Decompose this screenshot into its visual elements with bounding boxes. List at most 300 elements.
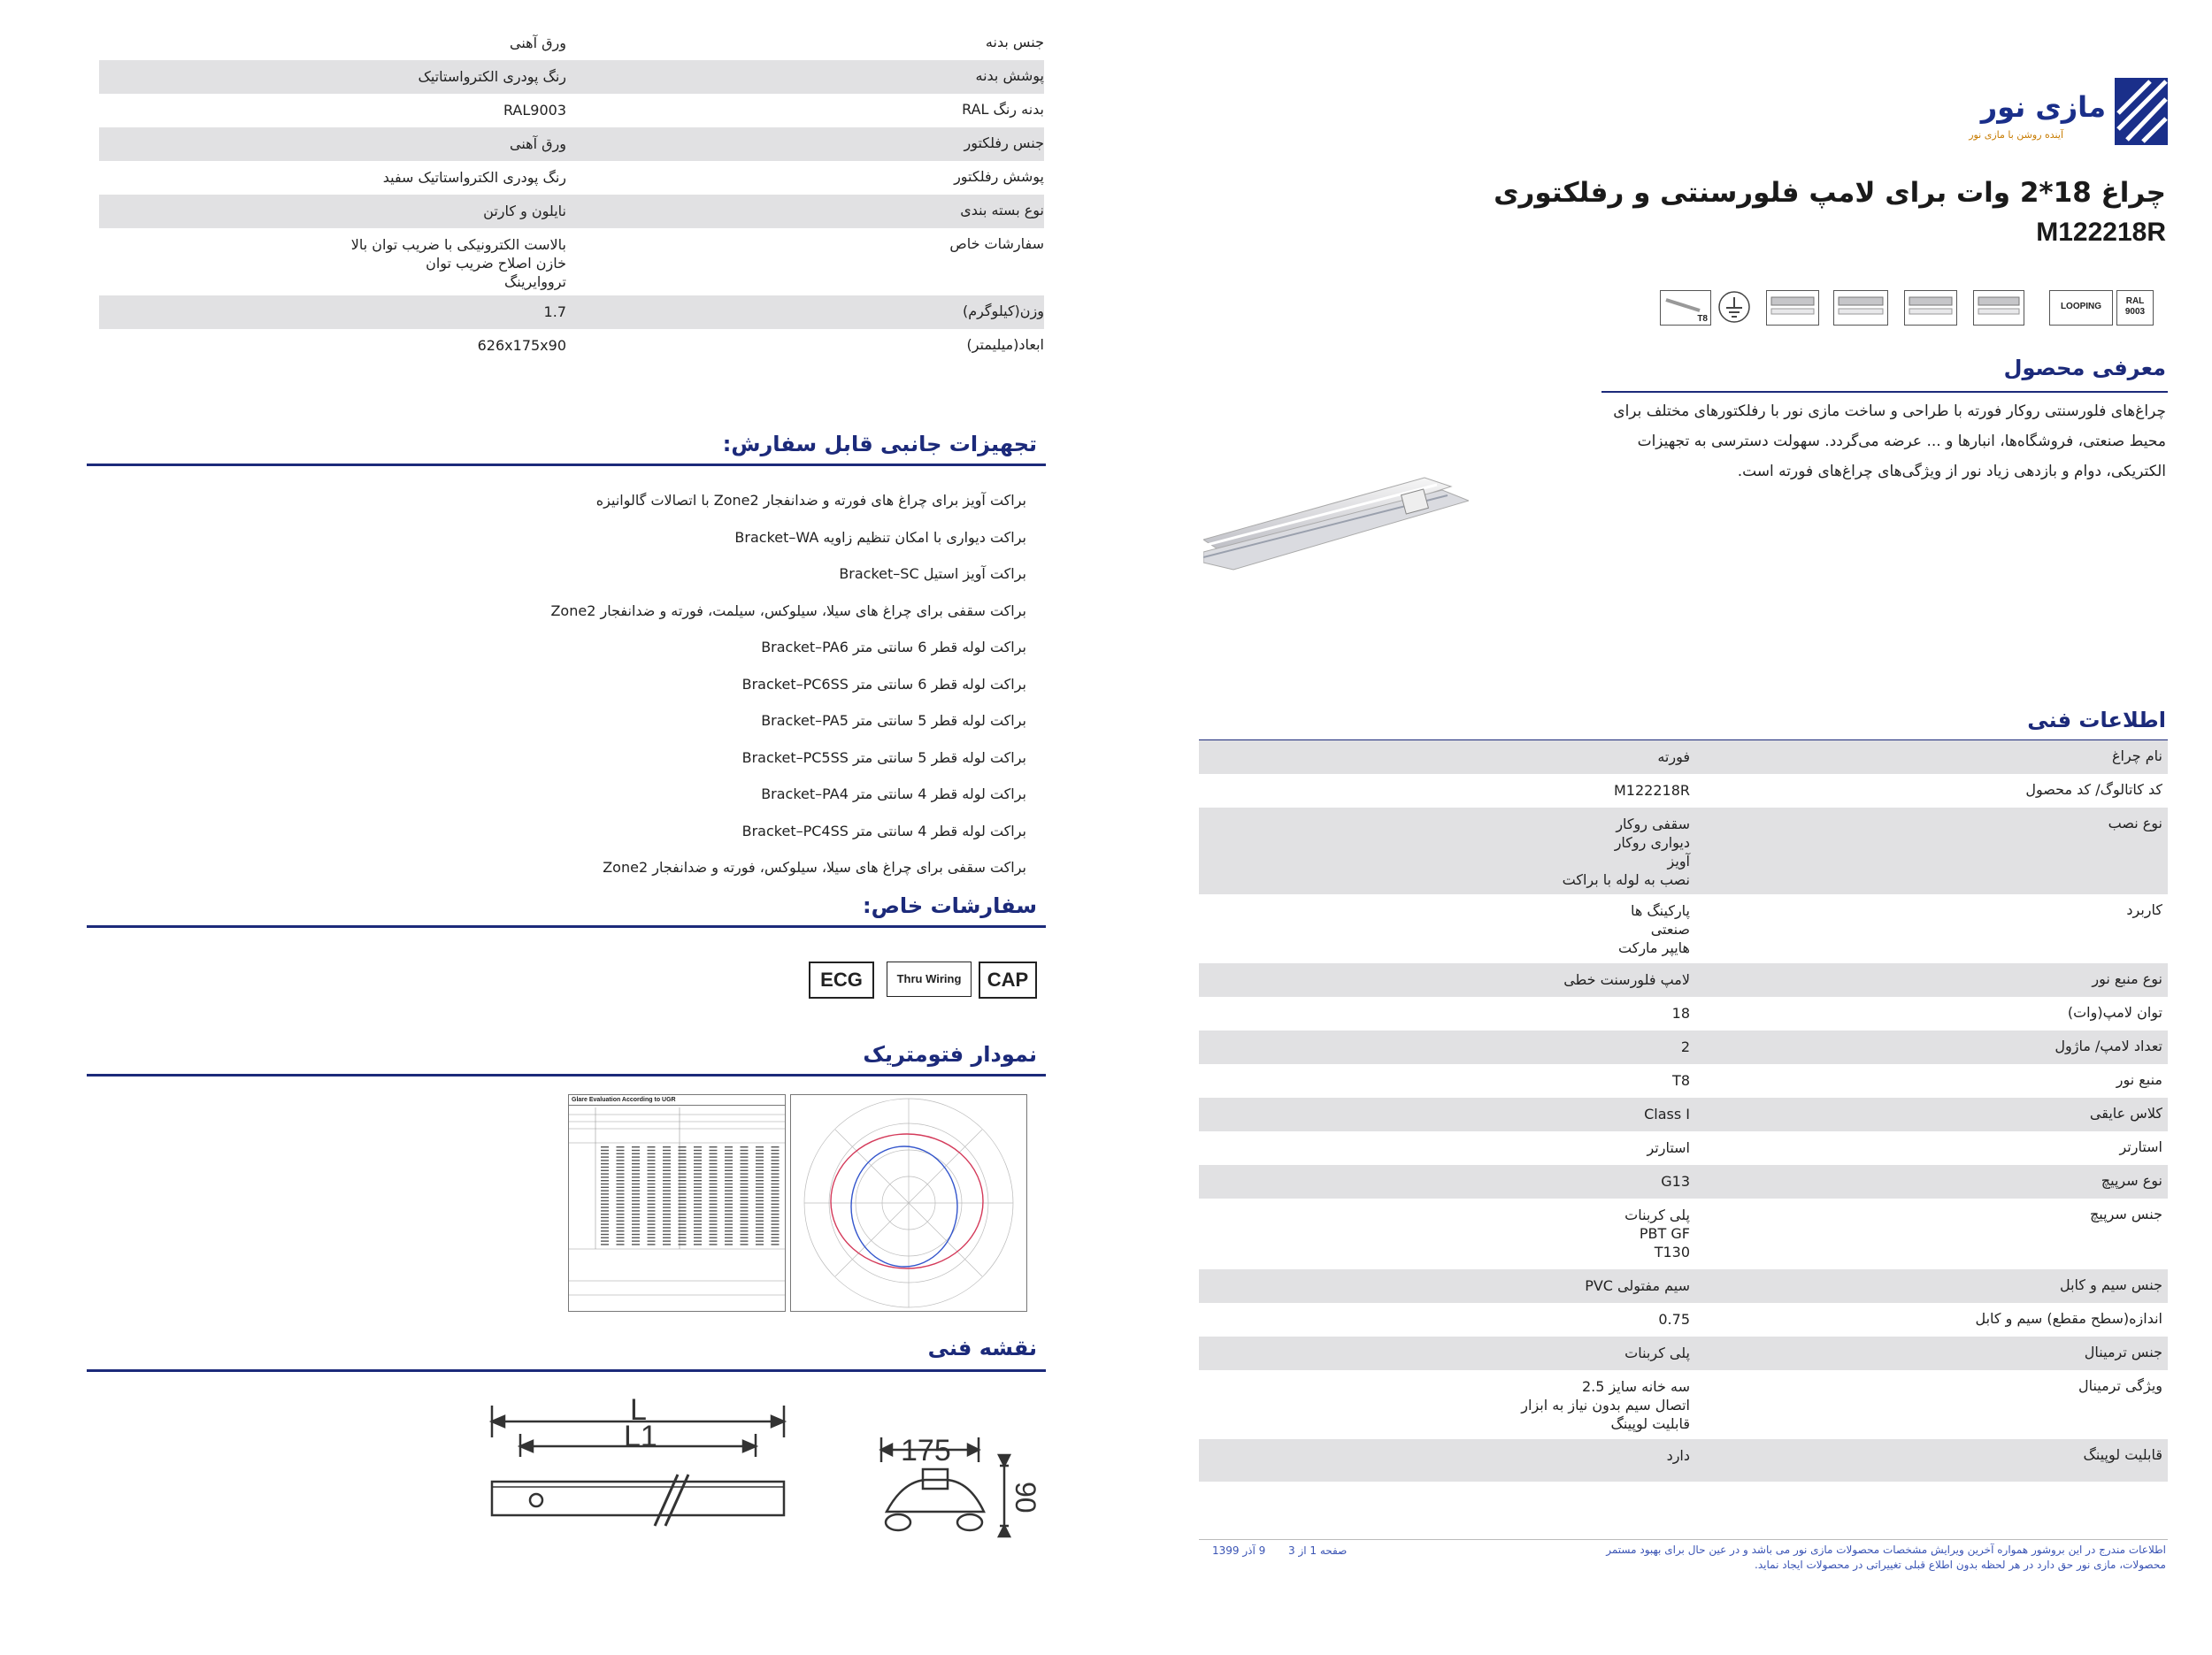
spec-label: پوشش رفلکتور: [954, 168, 1044, 185]
ugr-cell: [648, 1150, 656, 1151]
ugr-cell: [694, 1234, 702, 1235]
ugr-cell: [617, 1150, 625, 1151]
tech-label: نوع نصب: [2108, 815, 2162, 831]
drawing-title: نقشه فنی: [927, 1336, 1037, 1360]
feature-icon-text: T8: [1697, 314, 1708, 324]
ugr-cell: [725, 1230, 733, 1231]
ugr-cell: [772, 1173, 780, 1174]
ugr-cell: [663, 1244, 671, 1245]
tech-label: کد کاتالوگ/ کد محصول: [2025, 781, 2162, 798]
ugr-cell: [617, 1197, 625, 1198]
tech-label: جنس ترمینال: [2084, 1344, 2162, 1360]
spec-value: رنگ پودری الکترواستاتیک سفید: [382, 169, 566, 186]
ugr-cell: [741, 1150, 749, 1151]
ugr-table: [568, 1094, 786, 1312]
ugr-cell: [756, 1240, 764, 1241]
ugr-cell: [694, 1163, 702, 1164]
tech-row: [1199, 1199, 2168, 1269]
ugr-cell: [694, 1230, 702, 1231]
ugr-cell: [663, 1176, 671, 1177]
ugr-cell: [756, 1170, 764, 1171]
ugr-cell: [756, 1160, 764, 1161]
ugr-cell: [632, 1210, 640, 1211]
ugr-cell: [694, 1150, 702, 1151]
ugr-cell: [725, 1193, 733, 1194]
ugr-cell: [772, 1176, 780, 1177]
ugr-cell: [648, 1221, 656, 1222]
ugr-cell: [772, 1197, 780, 1198]
ugr-cell: [632, 1237, 640, 1238]
ugr-cell: [632, 1146, 640, 1147]
ugr-cell: [617, 1237, 625, 1238]
tech-value: 0.75: [1658, 1311, 1690, 1328]
ugr-cell: [725, 1180, 733, 1181]
ugr-cell: [632, 1234, 640, 1235]
ugr-cell: [663, 1234, 671, 1235]
ugr-cell: [710, 1190, 718, 1191]
ugr-cell: [663, 1217, 671, 1218]
tech-row: [1199, 808, 2168, 894]
ugr-cell: [725, 1197, 733, 1198]
ugr-cell: [648, 1176, 656, 1177]
accessory-item: براکت دیواری با امکان تنظیم زاویه Bracket–WA: [734, 528, 1026, 546]
ugr-cell: [725, 1176, 733, 1177]
tech-label: نوع سرپیچ: [2101, 1172, 2162, 1189]
special-orders-rule: [87, 925, 1046, 928]
ugr-cell: [725, 1190, 733, 1191]
ugr-cell: [710, 1176, 718, 1177]
polar-chart: [790, 1094, 1027, 1312]
spec-row: [99, 329, 1044, 363]
ugr-cell: [601, 1173, 609, 1174]
spec-value: ورق آهنی: [510, 34, 566, 51]
ugr-cell: [632, 1173, 640, 1174]
ugr-cell: [632, 1223, 640, 1224]
ugr-cell: [601, 1167, 609, 1168]
tech-value: سه خانه سایز 2.5 اتصال سیم بدون نیاز به ابزار قابلیت لوپینگ: [1521, 1378, 1690, 1432]
ugr-cell: [772, 1234, 780, 1235]
ugr-cell: [756, 1167, 764, 1168]
ugr-cell: [663, 1153, 671, 1154]
ugr-cell: [694, 1244, 702, 1245]
accessory-item: براکت لوله قطر 5 سانتی متر Bracket–PA5: [761, 712, 1026, 729]
ugr-cell: [648, 1160, 656, 1161]
ugr-cell: [601, 1160, 609, 1161]
ugr-cell: [617, 1221, 625, 1222]
ugr-cell: [617, 1180, 625, 1181]
ugr-cell: [679, 1223, 687, 1224]
ugr-cell: [648, 1163, 656, 1164]
ugr-cell: [756, 1176, 764, 1177]
intro-line-2: محیط صنعتی، فروشگاه‌ها، انبارها و ... عرضه می‌گردد. سهولت دسترسی به تجهیزات: [1637, 433, 2166, 450]
tech-row: [1199, 1064, 2168, 1098]
ugr-cell: [741, 1217, 749, 1218]
ugr-cell: [663, 1167, 671, 1168]
ugr-cell: [632, 1197, 640, 1198]
spec-value: رنگ پودری الکترواستاتیک: [418, 68, 566, 85]
ugr-cell: [694, 1240, 702, 1241]
pendant-mount-icon: [1766, 290, 1819, 326]
tech-row: [1199, 963, 2168, 997]
ugr-cell: [648, 1240, 656, 1241]
ugr-cell: [663, 1221, 671, 1222]
ugr-cell: [632, 1204, 640, 1205]
technical-drawing: [478, 1393, 1044, 1570]
tech-table: [1199, 740, 2168, 1480]
ugr-cell: [663, 1160, 671, 1161]
ugr-cell: [725, 1223, 733, 1224]
tech-row: [1199, 1269, 2168, 1303]
ugr-cell: [601, 1197, 609, 1198]
tech-row: [1199, 1098, 2168, 1131]
drawing-rule: [87, 1369, 1046, 1372]
tech-row: [1199, 774, 2168, 808]
ugr-cell: [772, 1217, 780, 1218]
code-cap: CAP: [979, 962, 1037, 999]
ugr-cell: [663, 1190, 671, 1191]
ugr-cell: [741, 1197, 749, 1198]
ugr-cell: [741, 1176, 749, 1177]
ugr-cell: [632, 1187, 640, 1188]
ugr-cell: [710, 1187, 718, 1188]
photometric-rule: [87, 1074, 1046, 1077]
spec-value: بالاست الکترونیکی با ضریب توان بالا خازن اصلاح ضریب توان ترووایرینگ: [350, 236, 566, 290]
ugr-cell: [725, 1217, 733, 1218]
ugr-cell: [756, 1180, 764, 1181]
spec-label: وزن(کیلوگرم): [962, 303, 1044, 319]
ugr-cell: [648, 1146, 656, 1147]
ugr-cell: [756, 1221, 764, 1222]
ugr-cell: [601, 1230, 609, 1231]
dim-width-label: 175: [901, 1434, 951, 1467]
tech-value: 2: [1680, 1038, 1690, 1055]
ugr-cell: [694, 1237, 702, 1238]
ugr-cell: [617, 1146, 625, 1147]
special-orders-title: سفارشات خاص:: [863, 893, 1037, 918]
ugr-cell: [648, 1200, 656, 1201]
ugr-cell: [741, 1227, 749, 1228]
ugr-cell: [694, 1190, 702, 1191]
ugr-cell: [710, 1150, 718, 1151]
tech-label: نوع منبع نور: [2092, 970, 2162, 987]
ugr-cell: [772, 1240, 780, 1241]
photometric-title: نمودار فتومتریک: [863, 1042, 1037, 1067]
brand-mark-icon: [2115, 78, 2168, 145]
tech-label: کلاس عایقی: [2089, 1105, 2162, 1122]
tech-row: [1199, 1370, 2168, 1439]
ugr-cell: [648, 1210, 656, 1211]
ugr-cell: [617, 1244, 625, 1245]
ugr-cell: [741, 1156, 749, 1157]
ugr-cell: [741, 1237, 749, 1238]
ugr-cell: [679, 1204, 687, 1205]
ugr-cell: [756, 1156, 764, 1157]
tech-value: پلی کربنات: [1624, 1345, 1690, 1361]
ugr-cell: [617, 1204, 625, 1205]
tech-row: [1199, 1031, 2168, 1064]
ugr-cell: [772, 1170, 780, 1171]
brand-tagline: آینده روشن با مازی نور: [1969, 129, 2063, 141]
ugr-cell: [710, 1223, 718, 1224]
ugr-cell: [741, 1153, 749, 1154]
ugr-cell: [617, 1173, 625, 1174]
ugr-cell: [601, 1156, 609, 1157]
ugr-cell: [694, 1193, 702, 1194]
tech-value: دارد: [1666, 1447, 1690, 1464]
tech-value: پارکینگ ها صنعتی هایپر مارکت: [1617, 902, 1690, 956]
ugr-cell: [632, 1150, 640, 1151]
ugr-cell: [679, 1230, 687, 1231]
ugr-cell: [617, 1190, 625, 1191]
ugr-cell: [756, 1163, 764, 1164]
wall-mount-icon: [1973, 290, 2024, 326]
ugr-cell: [617, 1187, 625, 1188]
ugr-cell: [710, 1170, 718, 1171]
ugr-cell: [741, 1167, 749, 1168]
ugr-cell: [648, 1227, 656, 1228]
ugr-cell: [756, 1190, 764, 1191]
ugr-cell: [710, 1217, 718, 1218]
spec-row: [99, 295, 1044, 329]
ugr-cell: [663, 1156, 671, 1157]
ugr-cell: [632, 1190, 640, 1191]
ugr-cell: [632, 1230, 640, 1231]
ugr-cell: [710, 1160, 718, 1161]
ugr-cell: [679, 1160, 687, 1161]
spec-row: [99, 94, 1044, 127]
ugr-cell: [756, 1193, 764, 1194]
ugr-table-title: Glare Evaluation According to UGR: [569, 1095, 785, 1106]
ugr-cell: [601, 1150, 609, 1151]
ugr-cell: [679, 1237, 687, 1238]
tech-row: [1199, 1303, 2168, 1337]
ugr-cell: [694, 1153, 702, 1154]
spec-row: [99, 127, 1044, 161]
ugr-cell: [648, 1244, 656, 1245]
ugr-cell: [725, 1160, 733, 1161]
ugr-cell: [756, 1187, 764, 1188]
accessory-item: براکت لوله قطر 4 سانتی متر Bracket–PA4: [761, 785, 1026, 802]
ugr-cell: [756, 1237, 764, 1238]
ugr-cell: [772, 1160, 780, 1161]
ugr-cell: [772, 1163, 780, 1164]
tech-row: [1199, 740, 2168, 774]
ugr-cell: [617, 1153, 625, 1154]
ugr-cell: [601, 1227, 609, 1228]
ugr-cell: [694, 1221, 702, 1222]
ugr-cell: [710, 1237, 718, 1238]
tech-value: فورته: [1657, 748, 1690, 765]
ugr-cell: [601, 1187, 609, 1188]
ugr-cell: [756, 1223, 764, 1224]
tech-value: T8: [1672, 1072, 1690, 1089]
spec-row: [99, 228, 1044, 295]
ugr-cell: [741, 1170, 749, 1171]
ugr-cell: [710, 1167, 718, 1168]
ugr-cell: [725, 1146, 733, 1147]
ugr-cell: [617, 1170, 625, 1171]
ugr-cell: [679, 1227, 687, 1228]
ugr-cell: [756, 1150, 764, 1151]
ugr-cell: [756, 1210, 764, 1211]
ugr-cell: [772, 1200, 780, 1201]
ugr-cell: [741, 1244, 749, 1245]
ugr-cell: [601, 1153, 609, 1154]
tech-row: [1199, 997, 2168, 1031]
ugr-cell: [632, 1193, 640, 1194]
ugr-cell: [694, 1173, 702, 1174]
tech-value: پلی کربنات PBT GF T130: [1624, 1207, 1690, 1260]
tech-value: 18: [1671, 1005, 1690, 1022]
ugr-cell: [632, 1200, 640, 1201]
ugr-cell: [648, 1230, 656, 1231]
ugr-cell: [710, 1230, 718, 1231]
ugr-cell: [663, 1146, 671, 1147]
tech-label: اندازه(سطح مقطع) سیم و کابل: [1975, 1310, 2162, 1327]
ugr-cell: [648, 1156, 656, 1157]
ugr-cell: [694, 1160, 702, 1161]
accessory-item: براکت آویز استیل Bracket–SC: [839, 565, 1026, 582]
tech-label: جنس سیم و کابل: [2059, 1276, 2162, 1293]
tech-label: قابلیت لوپینگ: [2083, 1446, 2162, 1463]
ugr-cell: [756, 1173, 764, 1174]
ugr-cell: [694, 1227, 702, 1228]
ugr-cell: [741, 1234, 749, 1235]
spec-value: نایلون و کارتن: [483, 203, 566, 219]
ugr-cell: [694, 1156, 702, 1157]
tech-label: تعداد لامپ/ ماژول: [2055, 1038, 2162, 1054]
ugr-cell: [601, 1237, 609, 1238]
feature-icon-text: LOOPING: [2060, 302, 2102, 311]
ugr-cell: [617, 1227, 625, 1228]
tech-row: [1199, 1165, 2168, 1199]
ugr-cell: [617, 1176, 625, 1177]
ugr-cell: [710, 1204, 718, 1205]
ugr-cell: [772, 1156, 780, 1157]
ugr-cell: [694, 1204, 702, 1205]
ugr-cell: [710, 1197, 718, 1198]
ugr-cell: [648, 1167, 656, 1168]
spec-row: [99, 60, 1044, 94]
ugr-cell: [772, 1230, 780, 1231]
ugr-cell: [663, 1173, 671, 1174]
ugr-cell: [710, 1200, 718, 1201]
ugr-cell: [679, 1187, 687, 1188]
tech-row: [1199, 1337, 2168, 1370]
ugr-cell: [617, 1223, 625, 1224]
ugr-cell: [772, 1167, 780, 1168]
ugr-cell: [679, 1180, 687, 1181]
accessory-item: براکت سقفی برای چراغ های سیلا، سیلوکس، سیلمت، فورته و ضدانفجار Zone2: [550, 601, 1026, 619]
footer-date: 9 آذر 1399: [1212, 1544, 1266, 1557]
ugr-cell: [679, 1173, 687, 1174]
ugr-cell: [679, 1176, 687, 1177]
ugr-cell: [725, 1153, 733, 1154]
ugr-cell: [710, 1234, 718, 1235]
ugr-cell: [741, 1180, 749, 1181]
ugr-cell: [679, 1244, 687, 1245]
ugr-cell: [648, 1234, 656, 1235]
ugr-cell: [741, 1223, 749, 1224]
ugr-cell: [601, 1200, 609, 1201]
ugr-cell: [617, 1234, 625, 1235]
ugr-cell: [679, 1193, 687, 1194]
spec-label: نوع بسته بندی: [960, 202, 1044, 218]
ugr-cell: [601, 1180, 609, 1181]
ugr-cell: [710, 1146, 718, 1147]
tech-value: لامپ فلورسنت خطی: [1563, 971, 1690, 988]
ugr-cell: [617, 1210, 625, 1211]
ugr-cell: [694, 1200, 702, 1201]
spec-label: ابعاد(میلیمتر): [966, 336, 1044, 353]
ugr-cell: [601, 1190, 609, 1191]
feature-icon-text: RAL 9003: [2124, 296, 2146, 317]
spec-label: بدنه رنگ RAL: [962, 101, 1044, 118]
ugr-cell: [648, 1193, 656, 1194]
ugr-cell: [756, 1230, 764, 1231]
ugr-cell: [710, 1227, 718, 1228]
dim-l-label: L: [630, 1393, 647, 1427]
tube-mount-icon: [1833, 290, 1888, 326]
spec-row: [99, 195, 1044, 228]
ugr-cell: [725, 1156, 733, 1157]
footer-page: صفحه 1 از 3: [1288, 1544, 1348, 1557]
ugr-cell: [772, 1244, 780, 1245]
ugr-cell: [756, 1153, 764, 1154]
ugr-cell: [663, 1163, 671, 1164]
ugr-cell: [756, 1197, 764, 1198]
ugr-cell: [663, 1187, 671, 1188]
ugr-cell: [601, 1176, 609, 1177]
footer-note: اطلاعات مندرج در این بروشور همواره آخرین ویرایش مشخصات محصولات مازی نور می باشد و در عین حال برای بهبود مستمر محصولات، مازی نور حق دارد در هر لحظه بدون اطلاع قبلی تغییراتی در محصولات ایجاد نماید.: [1606, 1544, 2166, 1571]
ugr-cell: [601, 1234, 609, 1235]
ugr-cell: [725, 1163, 733, 1164]
ugr-cell: [694, 1223, 702, 1224]
ugr-cell: [694, 1167, 702, 1168]
ugr-cell: [741, 1221, 749, 1222]
tech-row: [1199, 1439, 2168, 1482]
ugr-cell: [725, 1170, 733, 1171]
tech-label: کاربرد: [2126, 901, 2162, 918]
tech-value: G13: [1661, 1173, 1690, 1190]
ugr-cell: [679, 1190, 687, 1191]
ugr-cell: [725, 1237, 733, 1238]
accessory-item: براکت آویز برای چراغ های فورته و ضدانفجار Zone2 با اتصالات گالوانیزه: [595, 492, 1026, 509]
tech-label: توان لامپ(وات): [2067, 1004, 2162, 1021]
accessory-item: براکت لوله قطر 4 سانتی متر Bracket–PC4SS: [741, 822, 1026, 839]
spec-label: جنس بدنه: [985, 34, 1044, 50]
polar-chart-svg: [791, 1095, 1026, 1311]
tech-value: استارتر: [1647, 1139, 1690, 1156]
code-thru-wiring: Thru Wiring: [887, 962, 972, 997]
ugr-cell: [601, 1163, 609, 1164]
ugr-cell: [741, 1190, 749, 1191]
ugr-cell: [679, 1153, 687, 1154]
ugr-cell: [679, 1200, 687, 1201]
ugr-cell: [741, 1163, 749, 1164]
ugr-cell: [710, 1156, 718, 1157]
ugr-cell: [648, 1223, 656, 1224]
ugr-cell: [617, 1200, 625, 1201]
intro-line-3: الکتریکی، دوام و بازدهی زیاد نور از ویژگی‌های چراغ‌های فورته است.: [1737, 463, 2166, 480]
ugr-cell: [725, 1244, 733, 1245]
ugr-cell: [648, 1170, 656, 1171]
t8-lamp-icon: [1660, 290, 1711, 326]
spec-value: 1.7: [543, 303, 566, 320]
ugr-cell: [741, 1210, 749, 1211]
ugr-cell: [679, 1150, 687, 1151]
ugr-cell: [710, 1244, 718, 1245]
